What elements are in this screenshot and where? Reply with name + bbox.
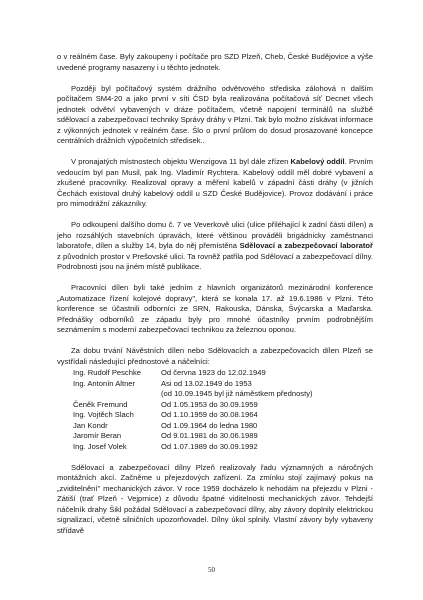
table-row: Čeněk Fremund Od 1.05.1953 do 30.09.1959 xyxy=(73,399,258,409)
table-row: Jaromír Beran Od 9.01.1981 do 30.06.1989 xyxy=(73,431,258,440)
paragraph-conference: Pracovníci dílen byli také jedním z hlavních organizátorů mezinárodní konference „Automatizace řízení kolejové dopravy", která se konala 17. až 19.6.1986 v Plzni. Této konference se účastnili odborníci ze SRN, Rakouska, Dánska, Švýcarska a Maďarska. Přednášky odborníků ze západu byly pro mnohé účastníky prvním podrobnějším seznámením s moderní zabezpečovací technikou za železnou oponou. xyxy=(57,283,373,334)
paragraph-cable-department: V pronajatých místnostech objektu Wenzigova 11 byl dále zřízen Kabelový oddíl. Prvním vedoucím byl pan Musil, pak Ing. Vladimír Rychtera. Kabelový oddíl měl dobré vybavení a zkušené pracovníky. Realizoval opravy a měření kabelů v západní části dráhy (v jižních Čechách existoval druhý kabelový oddíl u SZD České Budějovice). Provoz dodávání i práce pro mimodrážní zákazníky. xyxy=(57,157,373,208)
table-row: Jan Kondr Od 1.09.1964 do ledna 1980 xyxy=(73,420,258,430)
table-row: Ing. Rudolf Peschke Od června 1923 do 12.02.1949 xyxy=(73,368,266,377)
paragraph-installations: Sdělovací a zabezpečovací dílny Plzeň realizovaly řadu významných a náročných montážních akcí. Začněme u přejezdových zařízení. Za zmínku stojí zajímavý pokus na „zviditelnění" mechanických závor. V roce 1959 docházelo k nehodám na přejezdu v Plzni - Zátiší (trať Plzeň - Vejprnice) z důvodu špatné viditelnosti mechanických závor. Tehdejší náčelník drahy Šikl požádal Sdělovací a zabezpečovací dílny, aby závory doplnily elektrickou signalizací, včetně silničních upozorňovadel. Dílny úkol splnily. Vlastní závory byly vybaveny střídavě xyxy=(57,462,373,535)
paragraph-computer-system: Později byl počítačový systém drážního odvětvového střediska zálohová n dalším počítačem SM4-20 a jako první v síti ČSD byla realizována počítačová síť Decnet všech jednotek odvětví vybavených v dráze počítačem, včetně napojení terminálů na službě sdělovací a zabezpečovací techniky Správy dráhy v Plzni. Tak bylo možno získávat informace z výkonných jednotek v reálném čase. Šlo o první průlom do dosud prosazované koncepce centrálních drážních výpočetních středisek.. xyxy=(57,83,373,145)
page-number: 50 xyxy=(208,566,215,574)
table-row: Ing. Josef Volek Od 1.07.1989 do 30.09.1992 xyxy=(73,441,258,451)
bold-term: Kabelový oddíl xyxy=(290,157,345,166)
text-column xyxy=(57,52,373,547)
table-row: Ing. Vojtěch Slach Od 1.10.1959 do 30.08.1964 xyxy=(73,410,258,419)
paragraph-heads-intro: Za dobu trvání Návěstních dílen nebo Sdělovacích a zabezpečovacích dílen Plzeň se vystřídali následující přednostové a náčelníci: xyxy=(57,346,373,366)
heads-table xyxy=(73,368,313,452)
paragraph-laboratory: Po odkoupení dalšího domu č. 7 ve Veverkově ulici (ulice přiléhající k zadní části dílen) a jeho rozsáhlých stavebních úpravách, které většinou prováděli brigádnicky zaměstnanci laboratoře, dílen a služby 14, byla do něj přemístěna Sdělovací a zabezpečovací laboratoř z původních prostor v Prešovské ulici. Ta rovněž patřila pod Sdělovací a zabezpečovací dílny. Podrobnosti jsou na jiném místě publikace. xyxy=(57,220,373,271)
paragraph-continuation: o v reálném čase. Byly zakoupeny i počítače pro SZD Plzeň, Cheb, České Budějovice a výše uvedené programy nasazeny i u těchto jednotek. xyxy=(57,52,373,72)
table-row: Ing. Antonín Altner Asi od 13.02.1949 do 1953 xyxy=(73,378,252,388)
table-row: (od 10.09.1945 byl již náměstkem přednosty) xyxy=(161,389,313,398)
bold-term: Sdělovací a zabezpečovací laboratoř xyxy=(239,241,373,250)
